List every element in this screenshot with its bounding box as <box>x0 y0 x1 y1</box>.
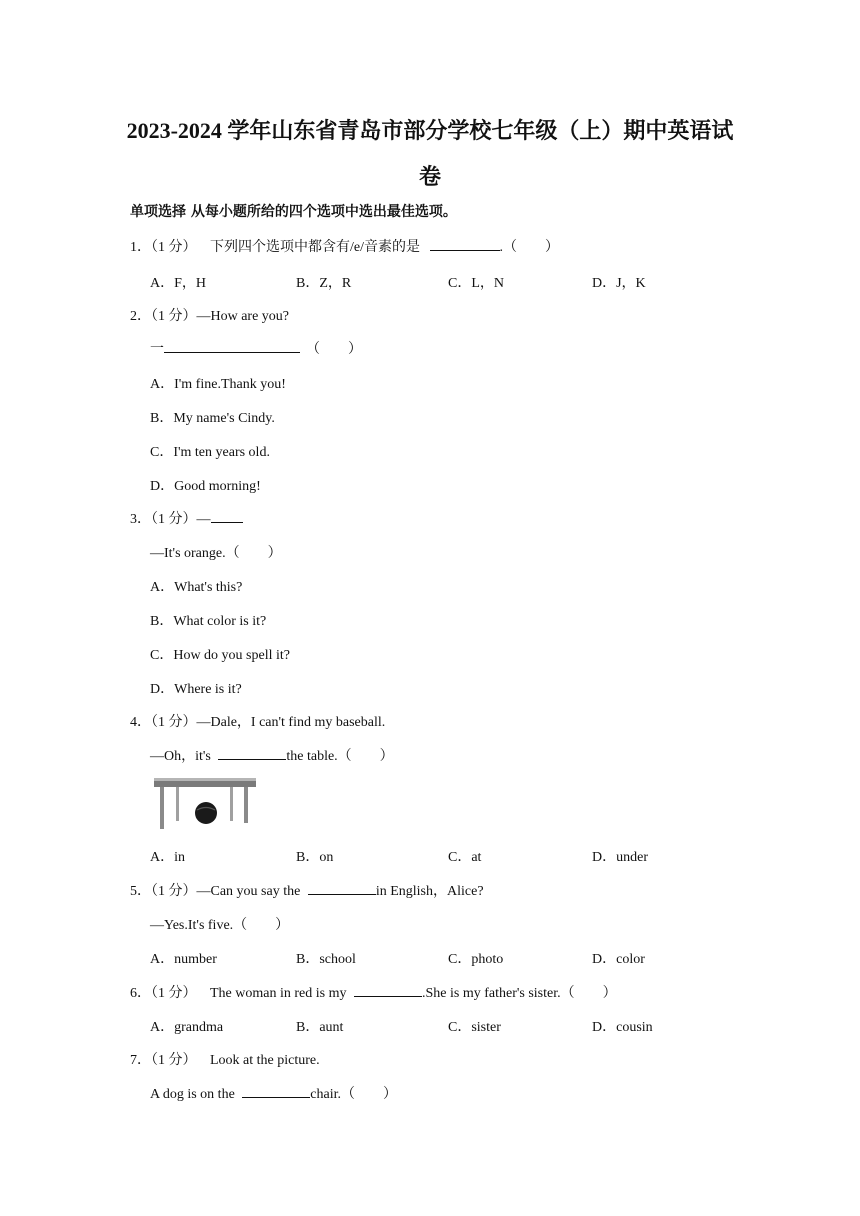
question-number: 3．（1 分） <box>130 512 197 527</box>
question-text: —Dale，I can't find my baseball. <box>196 715 386 730</box>
question-3-line2: —It's orange.（ ） <box>150 546 282 561</box>
dash-prefix: —Oh，it's <box>150 749 211 764</box>
answer-blank[interactable] <box>211 508 243 523</box>
dash-prefix: 一 <box>150 342 164 357</box>
question-number: 6．（1 分） <box>130 986 197 1001</box>
page-title-line1: 2023-2024 学年山东省青岛市部分学校七年级（上）期中英语试 <box>126 118 734 143</box>
option-b[interactable]: B．Z，R <box>296 276 352 291</box>
question-text: —Can you say the <box>196 884 301 899</box>
question-tail: the table.（ ） <box>286 749 394 764</box>
option-a[interactable]: A．What's this? <box>150 580 243 595</box>
question-6 <box>130 982 617 1002</box>
answer-blank[interactable] <box>308 880 376 895</box>
question-2-line2 <box>150 338 362 358</box>
question-7 <box>130 1049 320 1069</box>
option-a[interactable]: A．I'm fine.Thank you! <box>150 377 286 392</box>
question-tail: in English，Alice? <box>375 884 484 899</box>
question-number: 7．（1 分） <box>130 1053 197 1068</box>
question-7-line2 <box>150 1083 397 1103</box>
question-text: The woman in red is my <box>210 986 347 1001</box>
question-2 <box>130 305 289 325</box>
option-c[interactable]: C．How do you spell it? <box>150 648 290 663</box>
question-tail: .She is my father's sister.（ ） <box>421 986 617 1001</box>
option-c[interactable]: C．I'm ten years old. <box>150 445 270 460</box>
table-with-ball-icon <box>150 776 260 832</box>
option-b[interactable]: B．on <box>296 850 334 865</box>
option-a[interactable]: A．grandma <box>150 1020 224 1035</box>
option-b[interactable]: B．aunt <box>296 1020 344 1035</box>
option-d[interactable]: D．color <box>592 952 645 967</box>
section-heading: 单项选择 从每小题所给的四个选项中选出最佳选项。 <box>130 204 457 220</box>
option-a[interactable]: A．in <box>150 850 185 865</box>
option-b[interactable]: B．My name's Cindy. <box>150 411 275 426</box>
question-number: 2．（1 分） <box>130 309 197 324</box>
question-3 <box>130 508 243 528</box>
option-c[interactable]: C．L，N <box>448 276 504 291</box>
question-text: —How are you? <box>196 309 290 324</box>
question-number: 5．（1 分） <box>130 884 197 899</box>
answer-blank[interactable] <box>430 236 500 251</box>
question-text: A dog is on the <box>150 1087 235 1102</box>
question-4-line2 <box>150 745 394 765</box>
option-c[interactable]: C．photo <box>448 952 504 967</box>
answer-blank[interactable] <box>218 745 286 760</box>
question-number: 1．（1 分） <box>130 240 197 255</box>
option-d[interactable]: D．J，K <box>592 276 646 291</box>
option-d[interactable]: D．Good morning! <box>150 479 261 494</box>
question-1 <box>130 236 559 256</box>
question-4 <box>130 711 385 731</box>
answer-blank[interactable] <box>354 982 422 997</box>
answer-blank[interactable] <box>242 1083 310 1098</box>
option-d[interactable]: D．Where is it? <box>150 682 242 697</box>
question-5 <box>130 880 484 900</box>
question-number: 4．（1 分） <box>130 715 197 730</box>
option-b[interactable]: B．What color is it? <box>150 614 267 629</box>
question-text: Look at the picture. <box>210 1053 320 1068</box>
question-text: 下列四个选项中都含有/e/音素的是 <box>210 240 420 255</box>
question-tail: （ ） <box>306 342 362 357</box>
option-d[interactable]: D．cousin <box>592 1020 653 1035</box>
option-b[interactable]: B．school <box>296 952 356 967</box>
question-tail: .（ ） <box>499 240 559 255</box>
option-d[interactable]: D．under <box>592 850 648 865</box>
question-5-line2: —Yes.It's five.（ ） <box>150 918 290 933</box>
question-text: — <box>196 512 211 527</box>
option-a[interactable]: A．number <box>150 952 217 967</box>
option-c[interactable]: C．sister <box>448 1020 501 1035</box>
page-title-line2: 卷 <box>418 164 441 189</box>
option-c[interactable]: C．at <box>448 850 482 865</box>
question-tail: chair.（ ） <box>310 1087 397 1102</box>
answer-blank[interactable] <box>164 338 300 353</box>
option-a[interactable]: A．F，H <box>150 276 207 291</box>
